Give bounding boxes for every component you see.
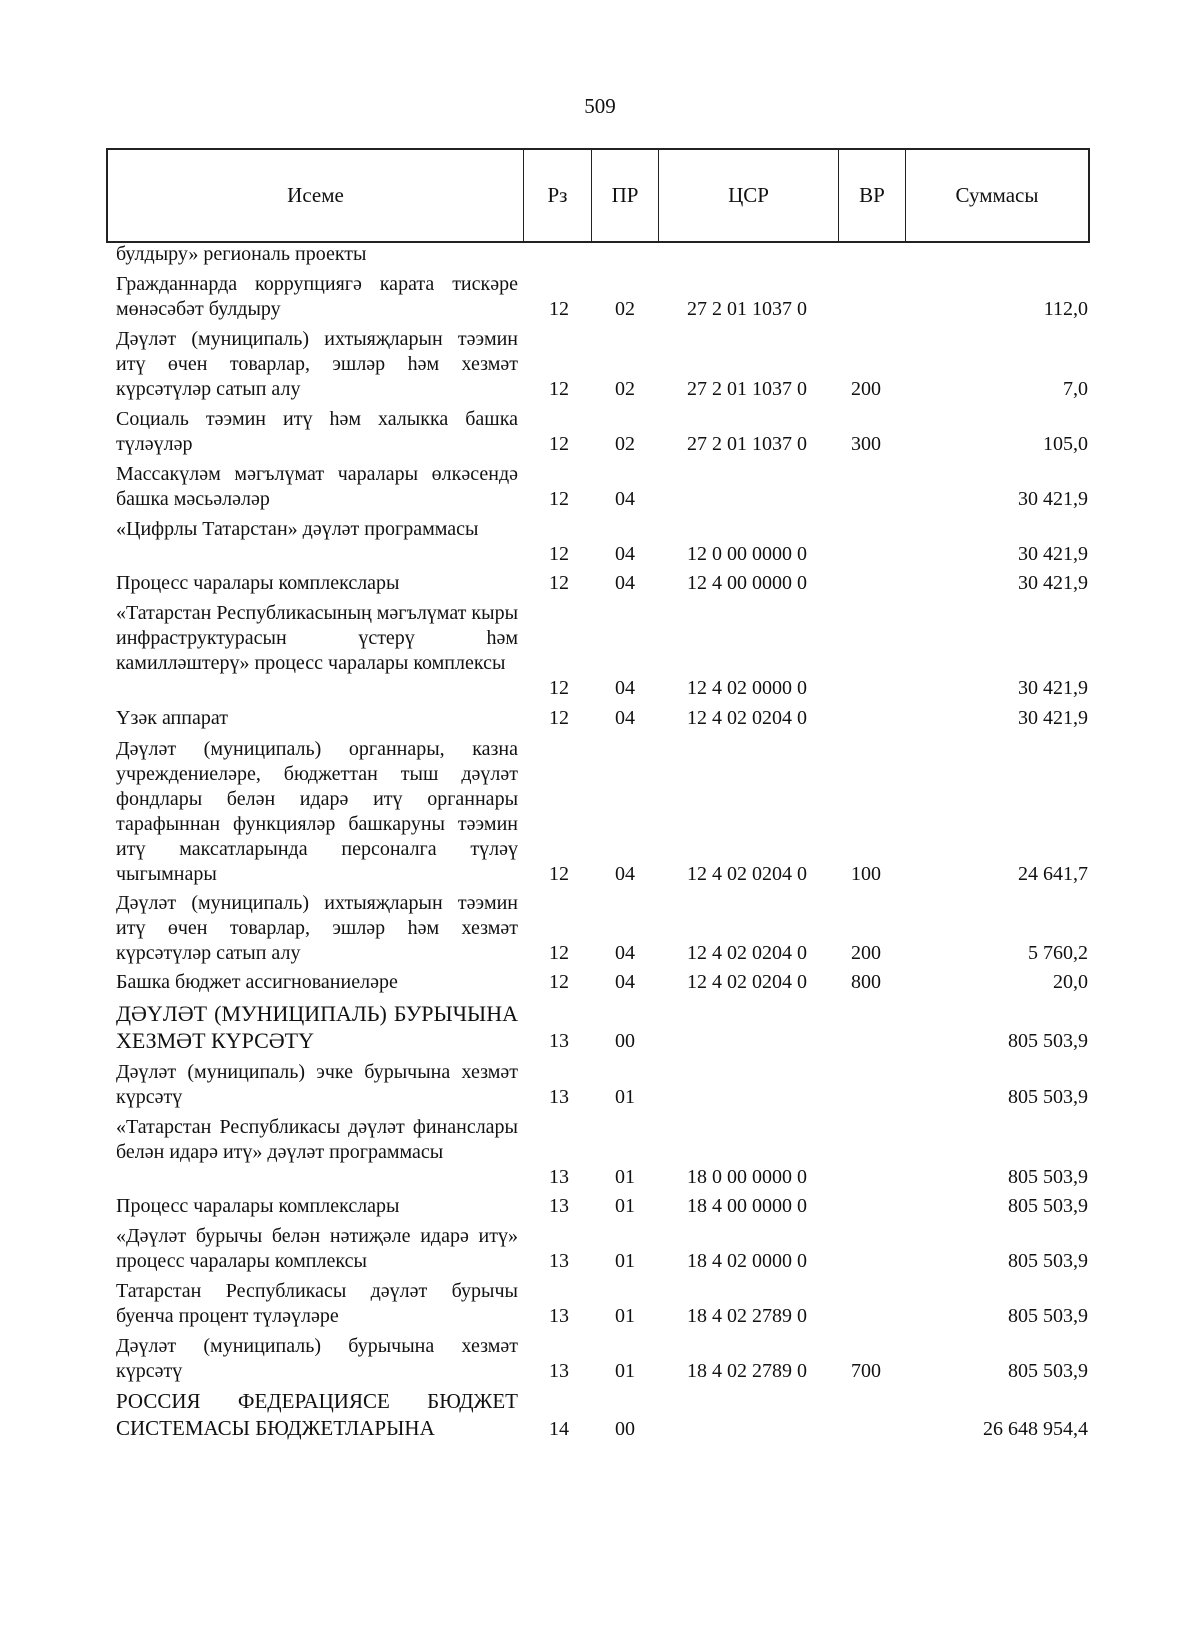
row-name: «Дәүләт бурычы белән нәтиҗәле идарә итү» процесс чаралары комплексы	[116, 1225, 518, 1272]
row-pr: 04	[615, 942, 635, 964]
row-csr: 27 2 01 1037 0	[687, 378, 807, 400]
row-csr: 18 4 02 0000 0	[687, 1250, 807, 1272]
row-csr: 12 4 00 0000 0	[687, 572, 807, 594]
row-csr: 12 4 02 0000 0	[687, 677, 807, 699]
table-row	[0, 517, 1200, 567]
row-name: РОССИЯ ФЕДЕРАЦИЯСЕ БЮДЖЕТ СИСТЕМАСЫ БЮДЖЕТЛАРЫНА	[116, 1389, 518, 1440]
row-pr: 01	[615, 1195, 635, 1217]
row-pr: 01	[615, 1166, 635, 1188]
row-sum: 30 421,9	[1018, 543, 1088, 565]
row-pr: 04	[615, 707, 635, 729]
table-row	[0, 706, 1200, 731]
row-name: Процесс чаралары комплекслары	[116, 572, 400, 594]
row-rz: 12	[549, 677, 569, 699]
row-vr: 200	[851, 942, 881, 964]
row-pr: 04	[615, 488, 635, 510]
table-row	[0, 1194, 1200, 1219]
row-sum: 805 503,9	[1008, 1166, 1088, 1188]
row-pr: 00	[615, 1418, 635, 1440]
header-rz: Рз	[524, 150, 592, 241]
table-row	[0, 242, 1200, 267]
row-csr: 12 4 02 0204 0	[687, 971, 807, 993]
row-name: Дәүләт (муниципаль) эчке бурычына хезмәт күрсәтү	[116, 1061, 518, 1108]
row-csr: 12 0 00 0000 0	[687, 543, 807, 565]
row-csr: 12 4 02 0204 0	[687, 942, 807, 964]
table-row	[0, 970, 1200, 995]
header-sum: Суммасы	[955, 183, 1039, 207]
row-pr: 01	[615, 1360, 635, 1382]
row-name: «Цифрлы Татарстан» дәүләт программасы	[116, 518, 479, 540]
row-rz: 12	[549, 433, 569, 455]
header-csr: ЦСР	[659, 150, 839, 241]
row-sum: 805 503,9	[1008, 1250, 1088, 1272]
row-rz: 12	[549, 488, 569, 510]
row-rz: 12	[549, 572, 569, 594]
row-csr: 12 4 02 0204 0	[687, 707, 807, 729]
table-row	[0, 891, 1200, 966]
row-sum: 805 503,9	[1008, 1086, 1088, 1108]
row-rz: 12	[549, 707, 569, 729]
row-pr: 04	[615, 677, 635, 699]
row-name: Дәүләт (муниципаль) бурычына хезмәт күрсәтү	[116, 1335, 518, 1382]
row-name: Башка бюджет ассигнованиеләре	[116, 971, 398, 993]
table-row	[0, 1000, 1200, 1054]
row-sum: 805 503,9	[1008, 1030, 1088, 1052]
row-sum: 805 503,9	[1008, 1360, 1088, 1382]
row-sum: 30 421,9	[1018, 677, 1088, 699]
row-pr: 02	[615, 378, 635, 400]
table-row	[0, 601, 1200, 701]
row-rz: 12	[549, 971, 569, 993]
row-name: Процесс чаралары комплекслары	[116, 1195, 400, 1217]
row-name: ДӘҮЛӘТ (МУНИЦИПАЛЬ) БУРЫЧЫНА ХЕЗМӘТ КҮРСӘТҮ	[116, 1001, 518, 1053]
row-name: Гражданнарда коррупциягә карата тискәре мөнәсәбәт булдыру	[116, 273, 518, 320]
row-rz: 13	[549, 1250, 569, 1272]
row-sum: 105,0	[1043, 433, 1088, 455]
row-csr: 18 4 02 2789 0	[687, 1360, 807, 1382]
table-row	[0, 407, 1200, 457]
row-rz: 13	[549, 1086, 569, 1108]
row-sum: 805 503,9	[1008, 1305, 1088, 1327]
row-vr: 800	[851, 971, 881, 993]
row-csr: 18 4 02 2789 0	[687, 1305, 807, 1327]
row-pr: 00	[615, 1030, 635, 1052]
row-name: «Татарстан Республикасы дәүләт финанслары белән идарә итү» дәүләт программасы	[116, 1116, 518, 1163]
row-pr: 04	[615, 863, 635, 885]
row-csr: 12 4 02 0204 0	[687, 863, 807, 885]
row-pr: 02	[615, 298, 635, 320]
row-sum: 24 641,7	[1018, 863, 1088, 885]
row-sum: 805 503,9	[1008, 1195, 1088, 1217]
row-sum: 30 421,9	[1018, 572, 1088, 594]
row-vr: 700	[851, 1360, 881, 1382]
table-row	[0, 272, 1200, 322]
table-row	[0, 1388, 1200, 1442]
header-vr: ВР	[839, 150, 906, 241]
page-number: 509	[584, 94, 616, 118]
row-pr: 02	[615, 433, 635, 455]
row-name: Татарстан Республикасы дәүләт бурычы буенча процент түләүләре	[116, 1280, 518, 1327]
header-name: Исеме	[108, 150, 524, 241]
row-pr: 04	[615, 543, 635, 565]
table-row	[0, 462, 1200, 512]
row-name: Массакүләм мәгълүмат чаралары өлкәсендә башка мәсьәләләр	[116, 463, 518, 510]
row-sum: 112,0	[1043, 298, 1088, 320]
row-name: Дәүләт (муниципаль) ихтыяҗларын тәэмин итү өчен товарлар, эшләр һәм хезмәт күрсәтүләр сатып алу	[116, 892, 518, 964]
table-header	[106, 148, 1090, 243]
table-row	[0, 1279, 1200, 1329]
row-csr: 27 2 01 1037 0	[687, 433, 807, 455]
row-rz: 13	[549, 1030, 569, 1052]
row-rz: 12	[549, 378, 569, 400]
row-csr: 18 0 00 0000 0	[687, 1166, 807, 1188]
row-rz: 12	[549, 543, 569, 565]
row-vr: 300	[851, 433, 881, 455]
row-sum: 5 760,2	[1028, 942, 1088, 964]
row-name: Дәүләт (муниципаль) ихтыяҗларын тәэмин итү өчен товарлар, эшләр һәм хезмәт күрсәтүләр сатып алу	[116, 328, 518, 400]
row-name: Социаль тәэмин итү һәм халыкка башка түләүләр	[116, 408, 518, 455]
row-csr: 18 4 00 0000 0	[687, 1195, 807, 1217]
row-vr: 200	[851, 378, 881, 400]
row-pr: 04	[615, 572, 635, 594]
table-row	[0, 327, 1200, 402]
table-row	[0, 571, 1200, 596]
row-name: Үзәк аппарат	[116, 707, 228, 729]
header-pr: ПР	[592, 150, 659, 241]
row-rz: 12	[549, 863, 569, 885]
row-pr: 01	[615, 1086, 635, 1108]
row-rz: 12	[549, 298, 569, 320]
row-rz: 13	[549, 1305, 569, 1327]
row-rz: 13	[549, 1195, 569, 1217]
row-rz: 13	[549, 1166, 569, 1188]
table-row	[0, 1224, 1200, 1274]
row-pr: 01	[615, 1305, 635, 1327]
row-sum: 20,0	[1053, 971, 1088, 993]
row-sum: 7,0	[1063, 378, 1088, 400]
table-row	[0, 1115, 1200, 1190]
row-sum: 30 421,9	[1018, 488, 1088, 510]
row-pr: 04	[615, 971, 635, 993]
row-name: Дәүләт (муниципаль) органнары, казна учреждениеләре, бюджеттан тыш дәүләт фондлары белән идарә итү органнары тарафыннан функцияләр башкаруны тәэмин итү максатларында персоналга түләү чыгымнары	[116, 738, 518, 885]
row-name: «Татарстан Республикасының мәгълүмат кыры инфраструктурасын үстерү һәм камилләштерү» процесс чаралары комплексы	[116, 602, 519, 674]
row-csr: 27 2 01 1037 0	[687, 298, 807, 320]
row-pr: 01	[615, 1250, 635, 1272]
row-name: булдыру» региональ проекты	[116, 243, 367, 265]
row-rz: 12	[549, 942, 569, 964]
row-vr: 100	[851, 863, 881, 885]
table-row	[0, 1060, 1200, 1110]
row-sum: 26 648 954,4	[983, 1418, 1088, 1440]
row-rz: 13	[549, 1360, 569, 1382]
row-rz: 14	[549, 1418, 569, 1440]
table-row	[0, 737, 1200, 887]
row-sum: 30 421,9	[1018, 707, 1088, 729]
table-row	[0, 1334, 1200, 1384]
